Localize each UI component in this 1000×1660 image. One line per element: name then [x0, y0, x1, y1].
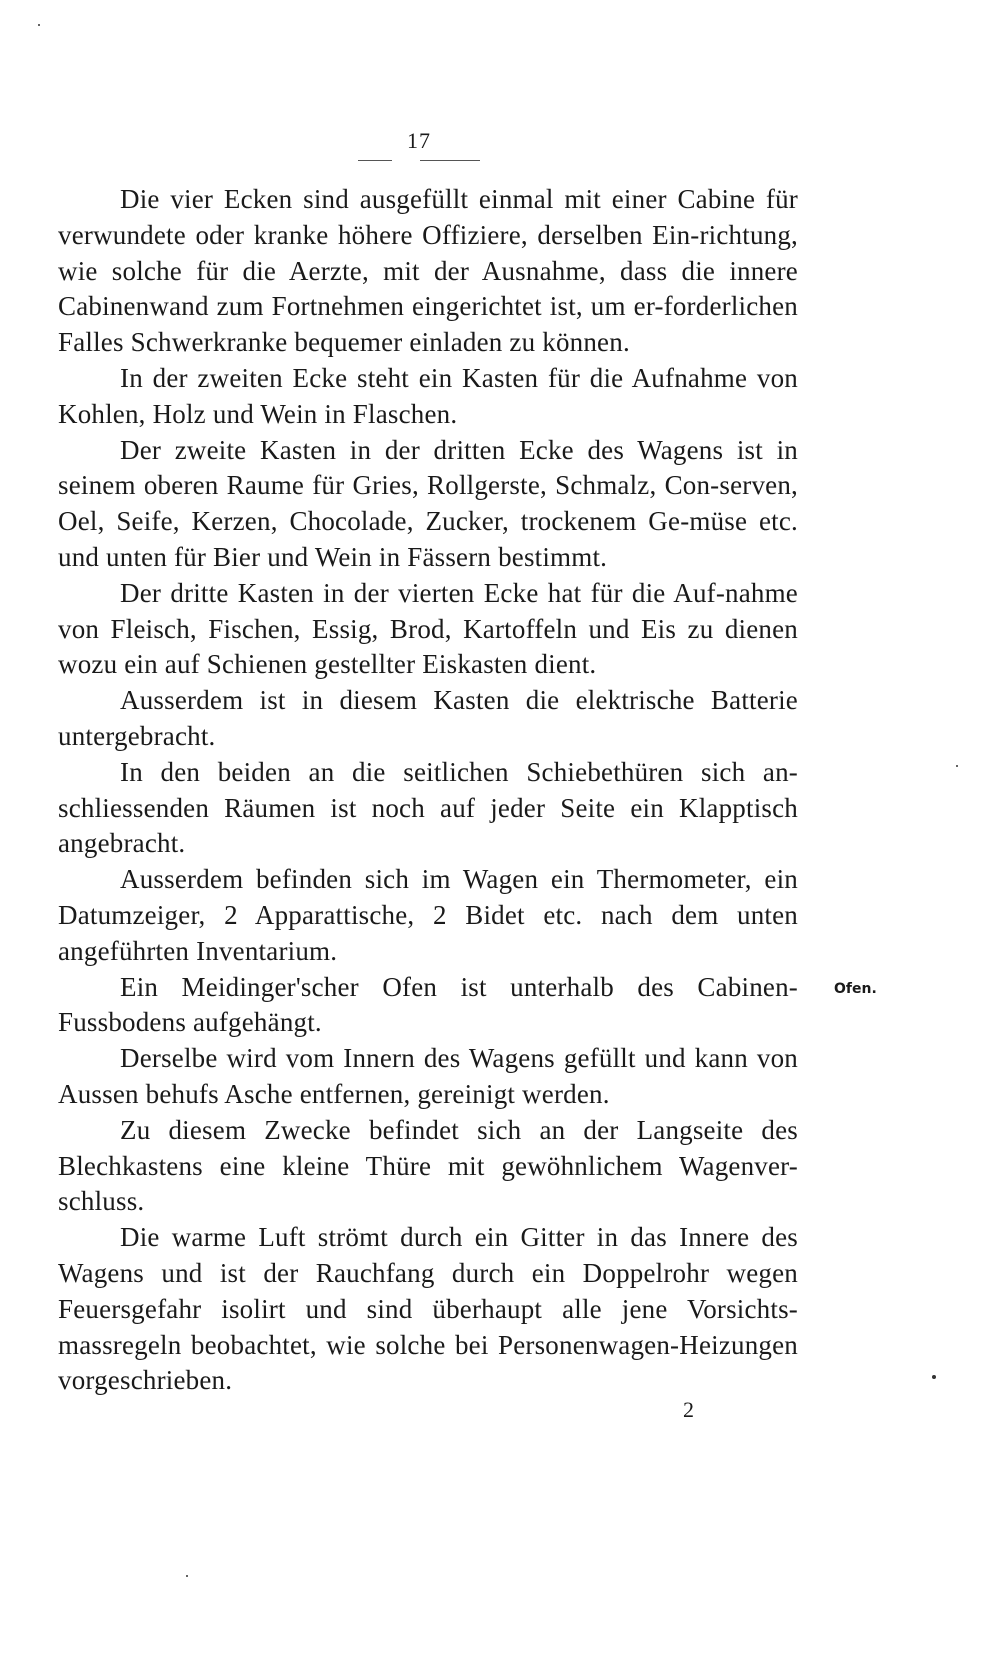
page-header [355, 128, 483, 154]
paragraph: Die vier Ecken sind ausgefüllt einmal mit einer Cabine für verwundete oder kranke höhere Offiziere, derselben Ein-richtung, wie solche für die Aerzte, mit der Ausnahme, dass die innere Cabinenwand zum Fortnehmen eingerichtet ist, um er-forderlichen Falles Schwerkranke bequemer einladen zu können. [58, 184, 798, 358]
page-number: 17 [407, 128, 431, 153]
scan-speck [38, 24, 40, 26]
paragraph: Zu diesem Zwecke befindet sich an der Langseite des Blechkastens eine kleine Thüre mit gewöhnlichem Wagenver-schluss. [58, 1114, 798, 1217]
paragraph: Ein Meidinger'scher Ofen ist unterhalb des Cabinen-Fussbodens aufgehängt. [58, 971, 798, 1038]
signature-mark: 2 [683, 1397, 694, 1422]
scan-speck [186, 1575, 188, 1577]
paragraph: In der zweiten Ecke steht ein Kasten für die Aufnahme von Kohlen, Holz und Wein in Flaschen. [58, 362, 798, 429]
paragraph: Ausserdem ist in diesem Kasten die elektrische Batterie untergebracht. [58, 685, 798, 751]
paragraph: Der zweite Kasten in der dritten Ecke des Wagens ist in seinem oberen Raume für Gries, Rollgerste, Schmalz, Con-serven, Oel, Seife, Kerzen, Chocolade, Zucker, trockenem Ge-müse etc. und unten für Bier und Wein in Fässern bestimmt. [58, 434, 798, 572]
header-rule-right [420, 160, 480, 161]
scan-speck [932, 1375, 936, 1379]
paragraph: Ausserdem befinden sich im Wagen ein Thermometer, ein Datumzeiger, 2 Apparattische, 2 Bidet etc. nach dem unten angeführten Inventarium. [58, 864, 798, 966]
margin-note: Ofen. [834, 981, 877, 997]
body-text [58, 182, 798, 1399]
paragraph: Die warme Luft strömt durch ein Gitter in das Innere des Wagens und ist der Rauchfang durch ein Doppelrohr wegen Feuersgefahr isolirt und sind überhaupt alle jene Vorsichts-massregeln beobachtet, wie solche bei Personenwagen-Heizungen vorgeschrieben. [58, 1222, 798, 1396]
paragraph: Derselbe wird vom Innern des Wagens gefüllt und kann von Aussen behufs Asche entfernen, gereinigt werden. [58, 1043, 798, 1109]
scan-speck [956, 765, 958, 767]
header-rule-left [358, 160, 392, 161]
paragraph: In den beiden an die seitlichen Schiebethüren sich an-schliessenden Räumen ist noch auf jeder Seite ein Klapptisch angebracht. [58, 756, 798, 859]
paragraph: Der dritte Kasten in der vierten Ecke hat für die Auf-nahme von Fleisch, Fischen, Essig, Brod, Kartoffeln und Eis zu dienen wozu ein auf Schienen gestellter Eiskasten dient. [58, 577, 798, 680]
